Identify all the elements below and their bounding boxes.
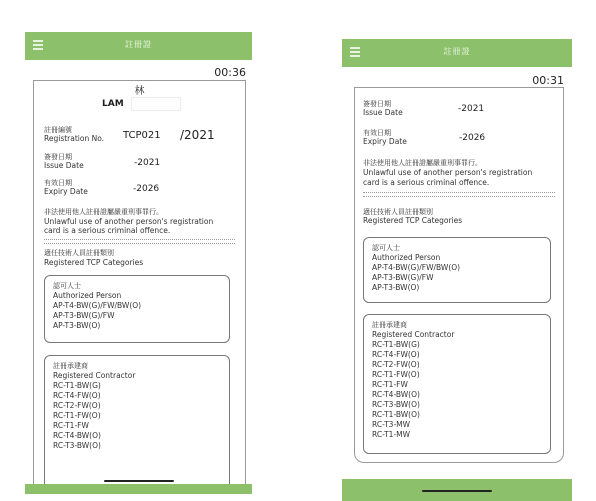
registration-card — [354, 87, 564, 463]
rc-item: RC-T1-FW(O) — [53, 411, 101, 420]
countdown-timer: 00:31 — [532, 74, 564, 87]
divider — [363, 192, 555, 193]
rc-item: RC-T2-FW(O) — [53, 401, 101, 410]
rc-item: RC-T4-FW(O) — [53, 391, 101, 400]
rc-title-en: Registered Contractor — [372, 330, 455, 339]
categories-label-zh: 適任技術人員註冊類別 — [44, 249, 114, 257]
authorized-person-box — [44, 275, 230, 343]
divider — [44, 243, 235, 244]
issue-label-en: Issue Date — [363, 108, 403, 117]
registered-contractor-box — [363, 314, 551, 454]
reg-no-label-en: Registration No. — [44, 134, 105, 143]
expiry-value: -2026 — [459, 133, 486, 143]
expiry-label-zh: 有效日期 — [363, 129, 391, 137]
right-screen — [342, 39, 572, 501]
rc-title-en: Registered Contractor — [53, 371, 136, 380]
ap-item: AP-T3-BW(G)/FW — [53, 311, 115, 320]
rc-item: RC-T4-BW(O) — [53, 431, 101, 440]
rc-item: RC-T1-FW — [53, 421, 89, 430]
categories-label-en: Registered TCP Categories — [44, 258, 144, 267]
ap-item: AP-T4-BW(G)/FW/BW(O) — [53, 301, 142, 310]
ap-title-en: Authorized Person — [53, 291, 122, 300]
ap-title-zh: 認可人士 — [372, 244, 400, 252]
redaction-mask — [131, 97, 181, 111]
bottom-bar — [25, 484, 252, 494]
reg-no-label-zh: 註冊編號 — [44, 126, 72, 134]
warning-zh: 非法使用他人註冊證屬嚴重刑事罪行。 — [44, 208, 163, 216]
rc-title-zh: 註冊承建商 — [53, 362, 88, 370]
warning-en-line2: card is a serious criminal offence. — [363, 178, 490, 187]
rc-item: RC-T1-BW(G) — [372, 340, 420, 349]
ap-item: AP-T4-BW(G)/FW/BW(O) — [372, 263, 461, 272]
authorized-person-box — [363, 237, 551, 303]
warning-en-line2: card is a serious criminal offence. — [44, 226, 171, 235]
rc-title-zh: 註冊承建商 — [372, 321, 407, 329]
rc-item: RC-T1-FW(O) — [372, 370, 420, 379]
rc-item: RC-T3-BW(O) — [53, 441, 101, 450]
issue-label-en: Issue Date — [44, 161, 84, 170]
rc-item: RC-T1-BW(G) — [53, 381, 101, 390]
rc-item: RC-T3-MW — [372, 420, 411, 429]
issue-label-zh: 簽發日期 — [44, 153, 72, 161]
reg-no-value: TCP021 — [123, 130, 161, 141]
rc-item: RC-T4-FW(O) — [372, 350, 420, 359]
ap-item: AP-T3-BW(G)/FW — [372, 273, 434, 282]
categories-label-zh: 適任技術人員註冊類別 — [363, 208, 433, 216]
holder-name-en: LAM — [102, 99, 124, 109]
categories-label-en: Registered TCP Categories — [363, 216, 463, 225]
app-bar-title: 註冊證 — [125, 40, 152, 49]
issue-value: -2021 — [134, 158, 161, 168]
rc-item: RC-T1-MW — [372, 430, 411, 439]
issue-label-zh: 簽發日期 — [363, 100, 391, 108]
rc-item: RC-T1-BW(O) — [372, 410, 420, 419]
rc-item: RC-T4-BW(O) — [372, 390, 420, 399]
app-bar — [25, 32, 252, 60]
warning-en-line1: Unlawful use of another person's registration — [44, 217, 214, 226]
ap-item: AP-T3-BW(O) — [372, 283, 420, 292]
ap-title-en: Authorized Person — [372, 253, 441, 262]
registered-contractor-box — [44, 355, 230, 494]
registration-card — [33, 80, 246, 494]
rc-item: RC-T2-FW(O) — [372, 360, 420, 369]
reg-no-year: /2021 — [180, 128, 215, 142]
countdown-timer: 00:36 — [214, 66, 246, 79]
issue-value: -2021 — [458, 104, 485, 114]
home-indicator[interactable] — [422, 490, 492, 492]
divider — [44, 239, 235, 240]
expiry-label-en: Expiry Date — [363, 137, 407, 146]
warning-en-line1: Unlawful use of another person's registration — [363, 168, 533, 177]
warning-zh: 非法使用他人註冊證屬嚴重刑事罪行。 — [363, 159, 482, 167]
ap-title-zh: 認可人士 — [53, 282, 81, 290]
expiry-label-en: Expiry Date — [44, 187, 88, 196]
expiry-label-zh: 有效日期 — [44, 179, 72, 187]
left-screen — [25, 32, 252, 494]
holder-name-zh: 林 — [134, 86, 145, 97]
app-bar-title: 註冊證 — [443, 47, 471, 56]
home-indicator[interactable] — [104, 480, 174, 482]
app-bar — [342, 39, 572, 67]
divider — [363, 196, 555, 197]
ap-item: AP-T3-BW(O) — [53, 321, 101, 330]
expiry-value: -2026 — [133, 184, 160, 194]
rc-item: RC-T1-FW — [372, 380, 408, 389]
rc-item: RC-T3-BW(O) — [372, 400, 420, 409]
